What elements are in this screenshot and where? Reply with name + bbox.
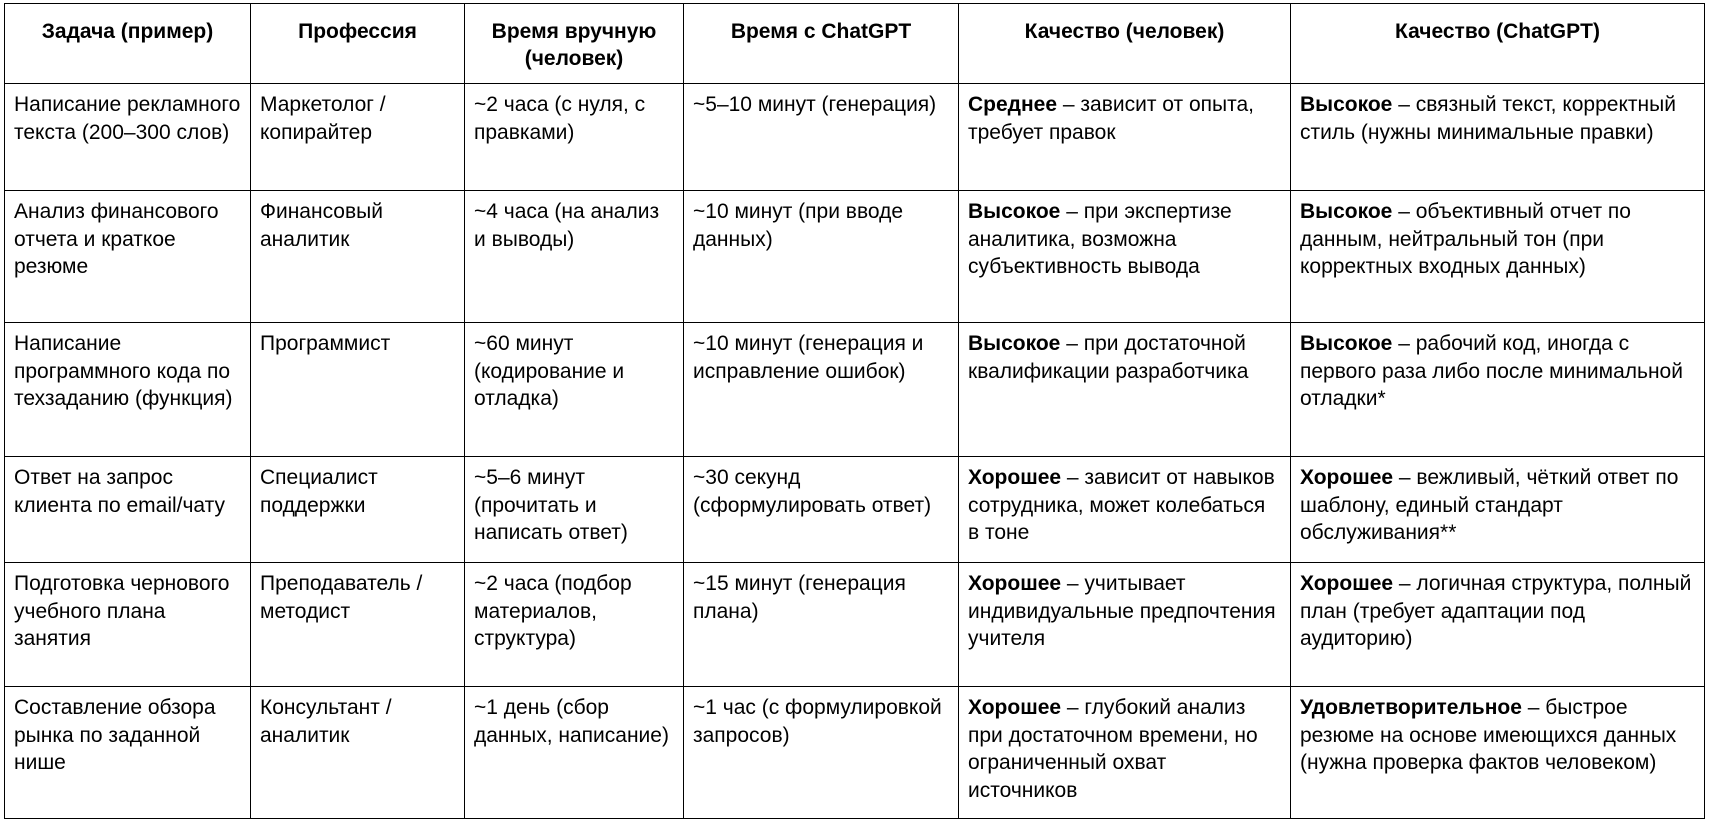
quality-level: Среднее bbox=[968, 93, 1058, 116]
cell-profession: Финансовый аналитик bbox=[251, 191, 465, 323]
cell-time-manual: ~4 часа (на анализ и выводы) bbox=[465, 191, 684, 323]
cell-task: Анализ финансового отчета и краткое резюме bbox=[5, 191, 251, 323]
header-profession: Профессия bbox=[251, 4, 465, 84]
cell-time-chatgpt: ~30 секунд (сформулировать ответ) bbox=[684, 457, 959, 563]
cell-task: Составление обзора рынка по заданной нише bbox=[5, 687, 251, 819]
quality-note: – логичная структура, полный план (требует адаптации под аудиторию) bbox=[1300, 572, 1692, 650]
quality-level: Удовлетворительное bbox=[1300, 696, 1522, 719]
quality-note: – при достаточной квалификации разработчика bbox=[968, 332, 1249, 383]
quality-note: – связный текст, корректный стиль (нужны минимальные правки) bbox=[1300, 93, 1676, 144]
cell-time-chatgpt: ~15 минут (генерация плана) bbox=[684, 563, 959, 687]
cell-quality-human bbox=[959, 457, 1291, 563]
cell-task: Написание рекламного текста (200–300 слов) bbox=[5, 84, 251, 191]
quality-note: – зависит от навыков сотрудника, может колебаться в тоне bbox=[968, 466, 1275, 544]
cell-quality-chatgpt bbox=[1291, 191, 1705, 323]
cell-profession: Преподаватель / методист bbox=[251, 563, 465, 687]
quality-note: – быстрое резюме на основе имеющихся данных (нужна проверка фактов человеком) bbox=[1300, 696, 1677, 774]
cell-profession: Программист bbox=[251, 323, 465, 457]
cell-time-chatgpt: ~1 час (с формулировкой запросов) bbox=[684, 687, 959, 819]
quality-note: – глубокий анализ при достаточном времени, но ограниченный охват источников bbox=[968, 696, 1258, 802]
quality-note: – зависит от опыта, требует правок bbox=[968, 93, 1254, 144]
quality-note: – при экспертизе аналитика, возможна субъективность вывода bbox=[968, 200, 1232, 278]
quality-level: Хорошее bbox=[1300, 572, 1394, 595]
table-row bbox=[5, 323, 1705, 457]
cell-quality-human bbox=[959, 84, 1291, 191]
table-header-row bbox=[5, 4, 1705, 84]
header-quality-human: Качество (человек) bbox=[959, 4, 1291, 84]
quality-note: – рабочий код, иногда с первого раза либо после минимальной отладки* bbox=[1300, 332, 1683, 410]
table-row bbox=[5, 457, 1705, 563]
table-row bbox=[5, 191, 1705, 323]
cell-time-manual: ~2 часа (с нуля, с правками) bbox=[465, 84, 684, 191]
quality-level: Высокое bbox=[968, 332, 1061, 355]
cell-time-manual: ~60 минут (кодирование и отладка) bbox=[465, 323, 684, 457]
quality-level: Высокое bbox=[1300, 332, 1393, 355]
table-row bbox=[5, 563, 1705, 687]
cell-profession: Маркетолог / копирайтер bbox=[251, 84, 465, 191]
comparison-table bbox=[4, 3, 1705, 819]
cell-profession: Специалист поддержки bbox=[251, 457, 465, 563]
cell-quality-chatgpt bbox=[1291, 563, 1705, 687]
quality-level: Высокое bbox=[1300, 93, 1393, 116]
cell-quality-chatgpt bbox=[1291, 687, 1705, 819]
cell-quality-human bbox=[959, 563, 1291, 687]
cell-time-chatgpt: ~5–10 минут (генерация) bbox=[684, 84, 959, 191]
header-quality-chatgpt: Качество (ChatGPT) bbox=[1291, 4, 1705, 84]
quality-level: Высокое bbox=[1300, 200, 1393, 223]
cell-task: Написание программного кода по техзаданию (функция) bbox=[5, 323, 251, 457]
cell-task: Подготовка чернового учебного плана занятия bbox=[5, 563, 251, 687]
cell-time-chatgpt: ~10 минут (при вводе данных) bbox=[684, 191, 959, 323]
table-row bbox=[5, 84, 1705, 191]
header-task: Задача (пример) bbox=[5, 4, 251, 84]
cell-task: Ответ на запрос клиента по email/чату bbox=[5, 457, 251, 563]
quality-level: Хорошее bbox=[968, 696, 1062, 719]
cell-quality-human bbox=[959, 323, 1291, 457]
cell-time-manual: ~5–6 минут (прочитать и написать ответ) bbox=[465, 457, 684, 563]
quality-level: Хорошее bbox=[1300, 466, 1394, 489]
cell-time-manual: ~1 день (сбор данных, написание) bbox=[465, 687, 684, 819]
cell-quality-chatgpt bbox=[1291, 84, 1705, 191]
quality-level: Хорошее bbox=[968, 572, 1062, 595]
cell-quality-human bbox=[959, 191, 1291, 323]
header-time-chatgpt: Время с ChatGPT bbox=[684, 4, 959, 84]
cell-time-chatgpt: ~10 минут (генерация и исправление ошибок) bbox=[684, 323, 959, 457]
quality-level: Высокое bbox=[968, 200, 1061, 223]
table-row bbox=[5, 687, 1705, 819]
cell-quality-chatgpt bbox=[1291, 323, 1705, 457]
header-time-manual: Время вручную (человек) bbox=[465, 4, 684, 84]
cell-time-manual: ~2 часа (подбор материалов, структура) bbox=[465, 563, 684, 687]
cell-profession: Консультант / аналитик bbox=[251, 687, 465, 819]
quality-level: Хорошее bbox=[968, 466, 1062, 489]
quality-note: – объективный отчет по данным, нейтральный тон (при корректных входных данных) bbox=[1300, 200, 1631, 278]
quality-note: – вежливый, чёткий ответ по шаблону, единый стандарт обслуживания** bbox=[1300, 466, 1679, 544]
quality-note: – учитывает индивидуальные предпочтения учителя bbox=[968, 572, 1276, 650]
cell-quality-human bbox=[959, 687, 1291, 819]
cell-quality-chatgpt bbox=[1291, 457, 1705, 563]
comparison-table-container bbox=[4, 3, 1705, 819]
